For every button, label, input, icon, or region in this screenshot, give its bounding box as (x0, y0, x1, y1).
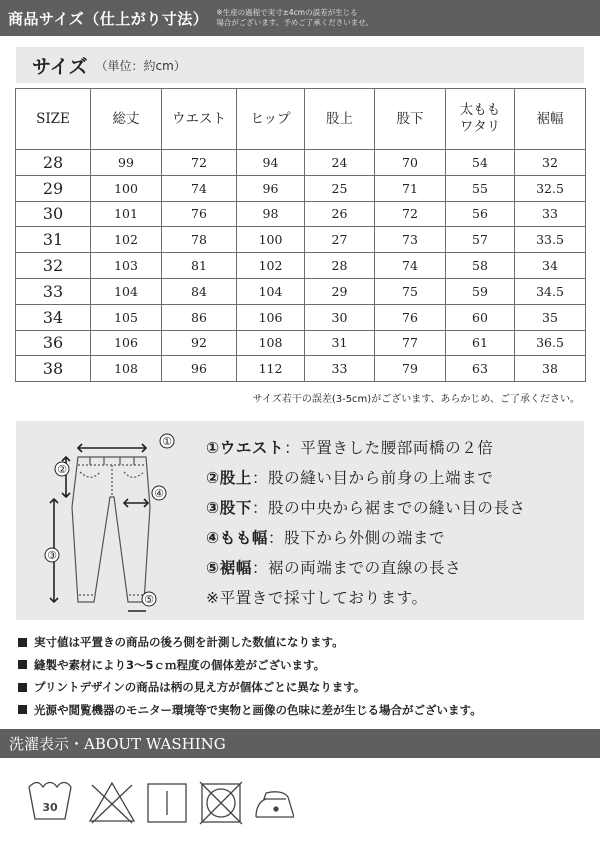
cell-total-length: 100 (91, 175, 162, 201)
cell-size: 32 (16, 253, 91, 279)
cell-waist: 84 (162, 278, 237, 304)
header-thigh (446, 89, 515, 150)
cell-hip: 106 (237, 304, 305, 330)
cell-waist: 86 (162, 304, 237, 330)
measurement-error-note-line1: ※生産の過程で実寸±4cmの誤差が生じる (216, 8, 358, 17)
cell-waist: 81 (162, 253, 237, 279)
guide-item-desc: ：平置きした腰部両橋の２倍 (284, 439, 494, 457)
cell-rise: 26 (305, 201, 375, 227)
table-row (16, 253, 586, 279)
marker-3-label: ③ (47, 549, 57, 562)
cell-rise: 28 (305, 253, 375, 279)
header-hem-width: 裾幅 (515, 89, 586, 150)
size-table (15, 88, 586, 382)
cell-inseam: 71 (375, 175, 446, 201)
guide-item-inseam (206, 496, 526, 526)
header-total-length: 総丈 (91, 89, 162, 150)
size-title: サイズ (32, 55, 88, 78)
cell-hem-width: 36.5 (515, 330, 586, 356)
cell-total-length: 102 (91, 227, 162, 253)
cell-rise: 30 (305, 304, 375, 330)
list-item (18, 699, 482, 722)
cell-hem-width: 34 (515, 253, 586, 279)
wash-temp-label: 30 (42, 801, 58, 814)
cell-thigh: 60 (446, 304, 515, 330)
cell-waist: 72 (162, 150, 237, 176)
cell-inseam: 70 (375, 150, 446, 176)
measurement-error-note (216, 8, 373, 28)
cell-rise: 29 (305, 278, 375, 304)
cell-thigh: 54 (446, 150, 515, 176)
size-caption (16, 47, 584, 83)
cell-thigh: 63 (446, 356, 515, 382)
cell-thigh: 59 (446, 278, 515, 304)
table-row (16, 356, 586, 382)
cell-hip: 100 (237, 227, 305, 253)
table-row (16, 278, 586, 304)
measurement-guide (16, 421, 584, 620)
cell-hem-width: 33.5 (515, 227, 586, 253)
cell-waist: 96 (162, 356, 237, 382)
iron-low-icon (256, 792, 294, 817)
cell-hem-width: 35 (515, 304, 586, 330)
list-item (18, 676, 482, 699)
cell-inseam: 73 (375, 227, 446, 253)
guide-item-desc: ：股の中央から裾までの縫い目の長さ (251, 499, 526, 517)
cell-size: 30 (16, 201, 91, 227)
bullet-square-icon (18, 660, 27, 669)
cell-total-length: 108 (91, 356, 162, 382)
cell-hem-width: 34.5 (515, 278, 586, 304)
bullet-square-icon (18, 683, 27, 692)
cell-waist: 76 (162, 201, 237, 227)
marker-5-label: ⑤ (144, 593, 154, 606)
guide-item-desc: ：股下から外側の端まで (268, 529, 446, 547)
note-text: 実寸値は平置きの商品の後ろ側を計測した数値になります。 (34, 635, 344, 650)
header-inseam: 股下 (375, 89, 446, 150)
cell-total-length: 105 (91, 304, 162, 330)
guide-item-label: ①ウエスト (206, 439, 285, 457)
cell-size: 29 (16, 175, 91, 201)
guide-item-waist (206, 436, 526, 466)
guide-item-label: ③股下 (206, 499, 252, 517)
cell-rise: 27 (305, 227, 375, 253)
cell-hip: 98 (237, 201, 305, 227)
product-size-header (0, 0, 600, 36)
cell-size: 33 (16, 278, 91, 304)
cell-thigh: 61 (446, 330, 515, 356)
cell-hem-width: 32.5 (515, 175, 586, 201)
cell-size: 28 (16, 150, 91, 176)
cell-hem-width: 32 (515, 150, 586, 176)
cell-rise: 25 (305, 175, 375, 201)
product-size-title: 商品サイズ（仕上がり寸法） (8, 9, 209, 28)
cell-size: 38 (16, 356, 91, 382)
bullet-square-icon (18, 638, 27, 647)
table-row (16, 330, 586, 356)
cell-total-length: 106 (91, 330, 162, 356)
cell-size: 36 (16, 330, 91, 356)
wash-30-icon (29, 783, 71, 820)
table-row (16, 201, 586, 227)
guide-item-label: ④もも幅 (206, 529, 269, 547)
measurement-error-note-line2: 場合がございます。予めご了承くださいませ。 (216, 18, 373, 27)
table-header-row (16, 89, 586, 150)
cell-waist: 92 (162, 330, 237, 356)
tolerance-note: サイズ若干の誤差(3-5cm)がございます、あらかじめ、ご了承ください。 (252, 394, 580, 405)
table-row (16, 304, 586, 330)
cell-rise: 33 (305, 356, 375, 382)
cell-total-length: 103 (91, 253, 162, 279)
note-text: 光源や閲覧機器のモニター環境等で実物と画像の色味に差が生じる場合がございます。 (34, 702, 482, 717)
header-rise: 股上 (305, 89, 375, 150)
cell-rise: 31 (305, 330, 375, 356)
size-table-body (16, 150, 586, 382)
no-tumble-dry-icon (200, 782, 242, 824)
marker-1-label: ① (162, 435, 172, 448)
guide-item-label: ⑤裾幅 (206, 559, 252, 577)
cell-hem-width: 33 (515, 201, 586, 227)
cell-hip: 108 (237, 330, 305, 356)
guide-item-desc: ：股の縫い目から前身の上端まで (251, 469, 494, 487)
header-size: SIZE (16, 89, 91, 150)
pants-diagram (36, 427, 196, 615)
cell-inseam: 75 (375, 278, 446, 304)
no-bleach-icon (90, 783, 134, 823)
washing-title: 洗濯表示・ABOUT WASHING (9, 735, 226, 753)
cell-inseam: 77 (375, 330, 446, 356)
cell-size: 31 (16, 227, 91, 253)
cell-hip: 102 (237, 253, 305, 279)
table-row (16, 227, 586, 253)
list-item (18, 654, 482, 677)
list-item (18, 631, 482, 654)
cell-waist: 78 (162, 227, 237, 253)
cell-inseam: 79 (375, 356, 446, 382)
cell-thigh: 55 (446, 175, 515, 201)
marker-2-label: ② (57, 463, 67, 476)
cell-hip: 104 (237, 278, 305, 304)
header-hip: ヒップ (237, 89, 305, 150)
care-icons (24, 775, 294, 831)
pants-outline (72, 457, 150, 602)
cell-rise: 24 (305, 150, 375, 176)
cell-thigh: 56 (446, 201, 515, 227)
cell-thigh: 58 (446, 253, 515, 279)
cell-thigh: 57 (446, 227, 515, 253)
cell-hem-width: 38 (515, 356, 586, 382)
guide-item-hem (206, 556, 526, 586)
guide-item-thigh (206, 526, 526, 556)
table-row (16, 150, 586, 176)
unit-label: （単位：約cm） (95, 58, 186, 73)
header-waist: ウエスト (162, 89, 237, 150)
header-thigh-line2: ワタリ (459, 119, 501, 135)
cell-inseam: 76 (375, 304, 446, 330)
marker-4-label: ④ (154, 487, 164, 500)
cell-total-length: 104 (91, 278, 162, 304)
guide-footnote: ※平置きで採寸しております。 (206, 589, 428, 607)
cell-hip: 96 (237, 175, 305, 201)
cell-total-length: 99 (91, 150, 162, 176)
table-row (16, 175, 586, 201)
header-thigh-line1: 太もも (459, 102, 501, 118)
cell-total-length: 101 (91, 201, 162, 227)
note-text: プリントデザインの商品は柄の見え方が個体ごとに異なります。 (34, 680, 366, 695)
measurement-guide-list (206, 436, 526, 616)
cell-size: 34 (16, 304, 91, 330)
notes-list (18, 631, 482, 721)
cell-hip: 94 (237, 150, 305, 176)
cell-inseam: 74 (375, 253, 446, 279)
washing-header (0, 729, 600, 758)
cell-inseam: 72 (375, 201, 446, 227)
cell-hip: 112 (237, 356, 305, 382)
bullet-square-icon (18, 705, 27, 714)
cell-waist: 74 (162, 175, 237, 201)
note-text: 縫製や素材により3～5ｃｍ程度の個体差がございます。 (34, 657, 326, 672)
guide-item-rise (206, 466, 526, 496)
line-dry-icon (148, 784, 186, 822)
guide-item-label: ②股上 (206, 469, 252, 487)
guide-item-desc: ：裾の両端までの直線の長さ (251, 559, 462, 577)
